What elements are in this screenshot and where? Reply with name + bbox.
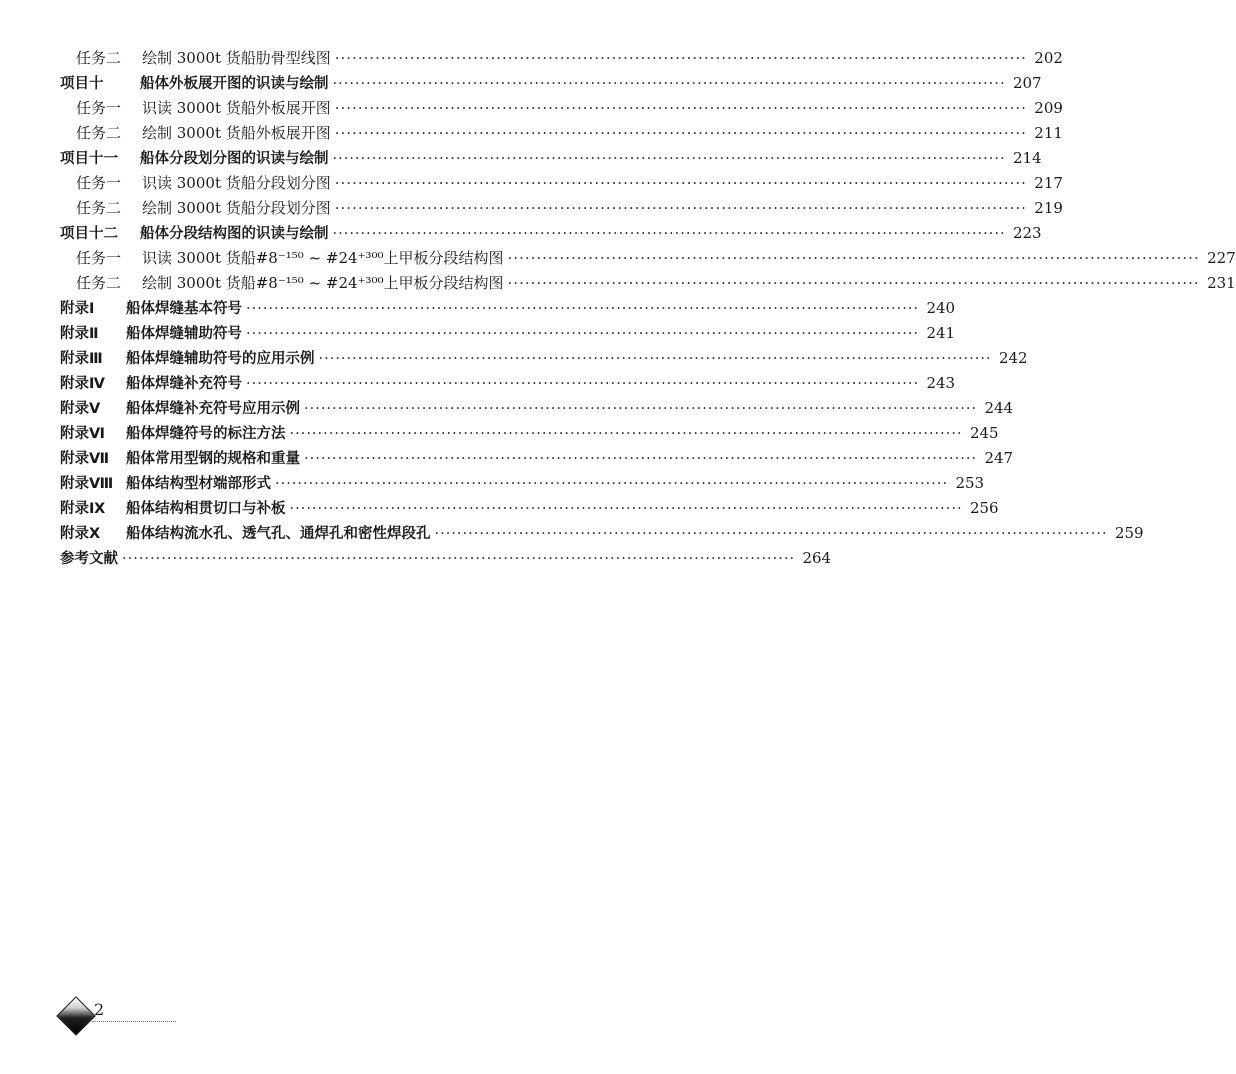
- toc-entry-label: 附录Ⅲ: [60, 351, 103, 367]
- toc-entry-page-number: 245: [969, 424, 999, 442]
- toc-entry-title: 船体焊缝基本符号: [126, 301, 242, 317]
- table-of-contents: [60, 46, 1236, 571]
- toc-entry-label: 附录Ⅱ: [60, 326, 99, 342]
- page-footer: [58, 996, 178, 1040]
- toc-entry-project[interactable]: [60, 71, 1042, 96]
- toc-entry-title: 船体焊缝补充符号应用示例: [126, 401, 300, 417]
- dot-leader: [319, 347, 992, 372]
- toc-entry-page-number: 243: [926, 374, 956, 392]
- dot-leader: [290, 422, 963, 447]
- toc-entry-title: 船体结构流水孔、透气孔、通焊孔和密性焊段孔: [126, 526, 431, 542]
- toc-entry-task[interactable]: [60, 171, 1063, 196]
- dot-leader: [335, 121, 1027, 146]
- dot-leader: [246, 372, 919, 397]
- toc-entry-appendix[interactable]: [60, 396, 1014, 421]
- dot-leader: [335, 96, 1027, 121]
- dot-leader: [335, 46, 1027, 71]
- toc-entry-title: 船体焊缝辅助符号的应用示例: [126, 351, 315, 367]
- toc-entry-project[interactable]: [60, 146, 1042, 171]
- toc-entry-page-number: 214: [1012, 149, 1042, 167]
- toc-entry-page-number: 227: [1207, 249, 1236, 267]
- toc-entry-appendix[interactable]: [60, 421, 999, 446]
- toc-entry-label: 附录Ⅵ: [60, 426, 105, 442]
- toc-entry-task[interactable]: [60, 246, 1236, 271]
- toc-entry-page-number: 207: [1012, 74, 1042, 92]
- dot-leader: [508, 271, 1200, 296]
- toc-entry-page-number: 209: [1034, 99, 1063, 117]
- toc-entry-label: 附录Ⅹ: [60, 526, 101, 542]
- diamond-icon: [56, 996, 96, 1036]
- toc-entry-title: 绘制 3000t 货船肋骨型线图: [142, 49, 331, 67]
- toc-entry-appendix[interactable]: [60, 471, 985, 496]
- toc-entry-label: 任务二: [76, 49, 122, 67]
- toc-entry-title: 船体结构型材端部形式: [126, 476, 271, 492]
- toc-entry-appendix[interactable]: [60, 496, 999, 521]
- toc-entry-project[interactable]: [60, 221, 1042, 246]
- toc-entry-appendix[interactable]: [60, 346, 1028, 371]
- toc-entry-appendix[interactable]: [60, 371, 956, 396]
- dot-leader: [304, 397, 977, 422]
- toc-entry-appendix[interactable]: [60, 296, 956, 321]
- toc-entry-title: 船体焊缝辅助符号: [126, 326, 242, 342]
- dot-leader: [290, 497, 963, 522]
- toc-entry-title: 船体常用型钢的规格和重量: [126, 451, 300, 467]
- toc-entry-label: 项目十一: [60, 151, 118, 167]
- toc-entry-page-number: 217: [1034, 174, 1063, 192]
- toc-entry-title: 绘制 3000t 货船#8⁻¹⁵⁰ ~ #24⁺³⁰⁰上甲板分段结构图: [142, 274, 504, 292]
- toc-entry-label: 附录Ⅰ: [60, 301, 95, 317]
- toc-entry-title: 绘制 3000t 货船外板展开图: [142, 124, 331, 142]
- dot-leader: [246, 322, 919, 347]
- page-number: 2: [94, 1000, 105, 1019]
- dot-leader: [333, 147, 1006, 172]
- dot-leader: [246, 297, 919, 322]
- footer-divider: [92, 1021, 176, 1022]
- toc-entry-page-number: 253: [955, 474, 985, 492]
- toc-entry-page-number: 202: [1034, 49, 1063, 67]
- toc-entry-page-number: 256: [969, 499, 999, 517]
- toc-entry-page-number: 219: [1034, 199, 1063, 217]
- toc-entry-task[interactable]: [60, 196, 1063, 221]
- dot-leader: [435, 522, 1108, 547]
- toc-entry-appendix[interactable]: [60, 321, 956, 346]
- toc-entry-label: 任务一: [76, 174, 122, 192]
- toc-entry-task[interactable]: [60, 121, 1063, 146]
- toc-entry-label: 任务一: [76, 99, 122, 117]
- toc-entry-appendix[interactable]: [60, 521, 1144, 546]
- toc-entry-page-number: 240: [926, 299, 956, 317]
- dot-leader: [275, 472, 948, 497]
- toc-entry-label: 任务二: [76, 124, 122, 142]
- toc-entry-label: 任务二: [76, 199, 122, 217]
- toc-entry-title: 绘制 3000t 货船分段划分图: [142, 199, 331, 217]
- dot-leader: [122, 547, 795, 572]
- dot-leader: [508, 246, 1200, 271]
- toc-entry-label: 任务二: [76, 274, 122, 292]
- dot-leader: [335, 196, 1027, 221]
- toc-entry-title: 识读 3000t 货船#8⁻¹⁵⁰ ~ #24⁺³⁰⁰上甲板分段结构图: [142, 249, 504, 267]
- dot-leader: [304, 447, 977, 472]
- toc-entry-label: 附录Ⅴ: [60, 401, 101, 417]
- toc-entry-page-number: 241: [926, 324, 956, 342]
- toc-entry-references[interactable]: [60, 546, 832, 571]
- toc-entry-title: 船体结构相贯切口与补板: [126, 501, 286, 517]
- toc-entry-title: 参考文献: [60, 551, 118, 567]
- toc-entry-page-number: 264: [802, 549, 832, 567]
- toc-entry-title: 船体焊缝补充符号: [126, 376, 242, 392]
- toc-entry-page-number: 247: [984, 449, 1014, 467]
- toc-entry-title: 船体焊缝符号的标注方法: [126, 426, 286, 442]
- toc-entry-label: 项目十二: [60, 226, 118, 242]
- toc-entry-title: 船体分段划分图的识读与绘制: [140, 151, 329, 167]
- toc-entry-label: 附录Ⅷ: [60, 476, 114, 492]
- toc-entry-title: 识读 3000t 货船外板展开图: [142, 99, 331, 117]
- toc-entry-appendix[interactable]: [60, 446, 1014, 471]
- dot-leader: [335, 171, 1027, 196]
- toc-entry-label: 附录Ⅳ: [60, 376, 105, 392]
- toc-entry-page-number: 244: [984, 399, 1014, 417]
- toc-entry-page-number: 259: [1114, 524, 1144, 542]
- toc-entry-title: 识读 3000t 货船分段划分图: [142, 174, 331, 192]
- toc-entry-label: 任务一: [76, 249, 122, 267]
- toc-entry-page-number: 231: [1207, 274, 1236, 292]
- toc-entry-page-number: 211: [1034, 124, 1063, 142]
- toc-entry-page-number: 223: [1012, 224, 1042, 242]
- toc-entry-label: 附录Ⅸ: [60, 501, 106, 517]
- toc-entry-task[interactable]: [60, 271, 1236, 296]
- dot-leader: [333, 72, 1006, 97]
- toc-entry-page-number: 242: [998, 349, 1028, 367]
- dot-leader: [333, 222, 1006, 247]
- toc-entry-task[interactable]: [60, 96, 1063, 121]
- toc-entry-task[interactable]: [60, 46, 1063, 71]
- toc-entry-label: 附录Ⅶ: [60, 451, 110, 467]
- toc-entry-label: 项目十: [60, 76, 104, 92]
- toc-entry-title: 船体外板展开图的识读与绘制: [140, 76, 329, 92]
- toc-entry-title: 船体分段结构图的识读与绘制: [140, 226, 329, 242]
